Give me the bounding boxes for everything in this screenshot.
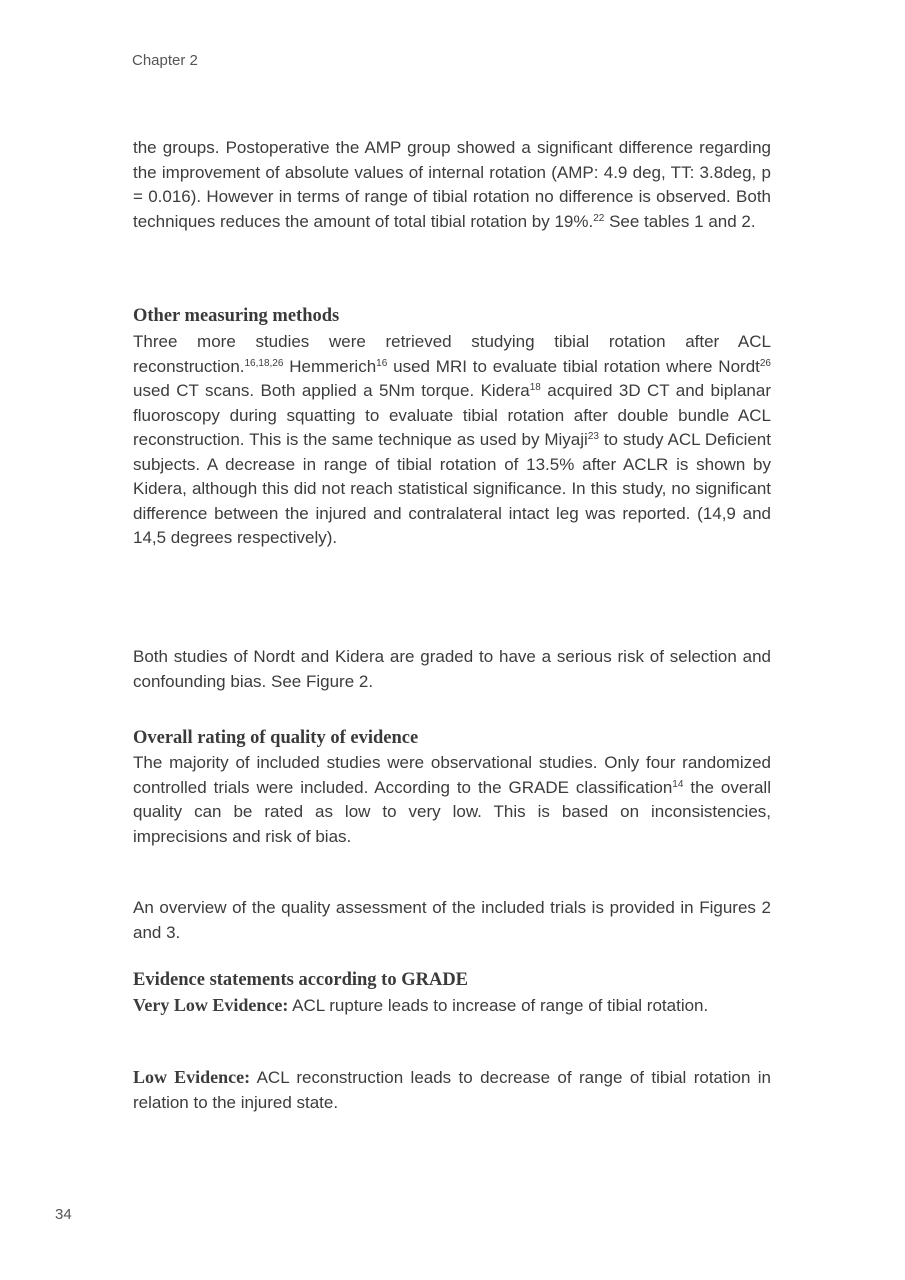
bold-label: Low Evidence: — [133, 1067, 251, 1087]
paragraph — [133, 645, 771, 694]
section-heading: Overall rating of quality of evidence — [133, 728, 419, 748]
paragraph — [133, 896, 771, 945]
text-run: the overall quality can be rated as low to very low. This is based on inconsistencies, imprecisions and risk of bias. — [133, 777, 771, 846]
citation-superscript: 16 — [376, 357, 388, 369]
text-run: used CT scans. Both applied a 5Nm torque. Kidera — [133, 381, 530, 400]
paragraph — [133, 330, 771, 551]
paragraph — [133, 751, 771, 849]
text-run: Three more studies were retrieved studying tibial rotation after ACL reconstruction. — [133, 332, 771, 376]
section-heading: Other measuring methods — [133, 306, 340, 326]
bold-label: Very Low Evidence: — [133, 995, 289, 1015]
citation-superscript: 23 — [587, 431, 599, 442]
citation-superscript: 16,18,26 — [244, 357, 284, 369]
paragraph — [133, 1065, 771, 1115]
text-run: to study ACL Deficient subjects. A decrease in range of tibial rotation of 13.5% after ACLR is shown by Kidera, although this did not reach statistical significance. In this study, no significant difference between the injured and contralateral intact leg was reported. (14,9 and 14,5 degrees respectively). — [133, 430, 771, 547]
section-heading: Evidence statements according to GRADE — [133, 970, 469, 990]
text-run: ACL reconstruction leads to decrease of range of tibial rotation in relation to the injured state. — [133, 1068, 772, 1112]
text-run: An overview of the quality assessment of the included trials is provided in Figures 2 and 3. — [133, 898, 771, 942]
page-number: 34 — [55, 1206, 72, 1223]
text-run: ACL rupture leads to increase of range of tibial rotation. — [288, 996, 709, 1015]
citation-superscript: 26 — [759, 357, 771, 369]
text-run: The majority of included studies were observational studies. Only four randomized controlled trials were included. According to the GRADE classification — [133, 753, 771, 797]
running-header: Chapter 2 — [132, 52, 198, 69]
paragraph — [133, 993, 771, 1019]
text-run: acquired 3D CT and biplanar fluoroscopy during squatting to evaluate tibial rotation after double bundle ACL reconstruction. This is the same technique as used by Miyaji — [133, 381, 771, 449]
text-run: the groups. Postoperative the AMP group showed a significant difference regarding the improvement of absolute values of internal rotation (AMP: 4.9 deg, TT: 3.8deg, p = 0.016). However in terms of range of tibial rotation no difference is observed. Both techniques reduces the amount of total tibial rotation by 19%. — [133, 138, 771, 231]
text-run: Hemmerich — [283, 356, 377, 376]
paragraph — [133, 136, 771, 234]
text-run: See tables 1 and 2. — [604, 211, 756, 231]
citation-superscript: 14 — [672, 778, 684, 790]
text-run: Both studies of Nordt and Kidera are graded to have a serious risk of selection and confounding bias. See Figure 2. — [133, 647, 771, 691]
citation-superscript: 22 — [593, 212, 605, 224]
text-run: used MRI to evaluate tibial rotation where Nordt — [387, 356, 760, 376]
citation-superscript: 18 — [529, 382, 541, 393]
